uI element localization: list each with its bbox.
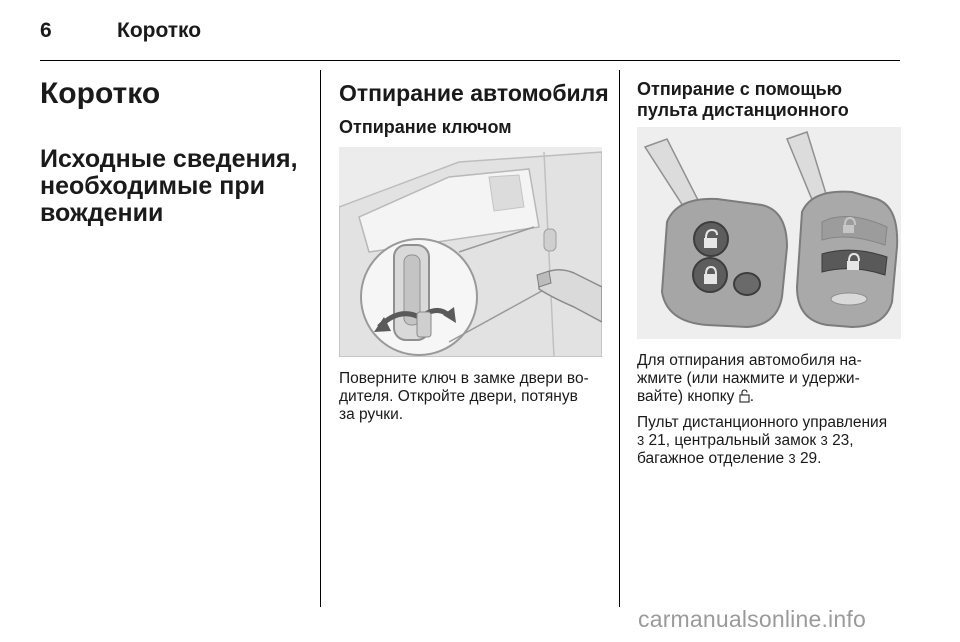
subheading-remote-unlock: Отпирание с помощью пульта дистанционного <box>637 79 849 120</box>
text-line: за ручки. <box>339 406 404 423</box>
running-header: Коротко <box>117 19 202 42</box>
illustration-key-in-door <box>339 147 602 357</box>
text-line: дителя. Откройте двери, потянув <box>339 388 578 405</box>
illustration-remote-keys <box>637 127 901 339</box>
cross-references <box>637 414 907 468</box>
text-line <box>637 388 907 408</box>
subheading-key-unlock: Отпирание ключом <box>339 117 512 137</box>
text-line <box>637 432 907 450</box>
text-fragment: вайте) кнопку <box>637 388 735 405</box>
door-key-illustration <box>339 147 602 357</box>
text-line: Поверните ключ в замке двери во- <box>339 370 589 387</box>
text-fragment: . <box>749 388 755 405</box>
header-rule <box>40 60 900 61</box>
remote-keys-illustration <box>637 127 901 339</box>
chapter-subtitle: Исходные сведения, необходимые при вождении <box>40 145 298 227</box>
text-fragment: багажное отделение <box>637 450 785 467</box>
column-divider-right <box>619 70 620 607</box>
chapter-title: Коротко <box>40 77 161 110</box>
text-line: жмите (или нажмите и удержи- <box>637 370 860 387</box>
watermark: carmanualsonline.info <box>638 606 866 632</box>
remote-unlock-instructions <box>637 352 907 408</box>
column-divider-left <box>320 70 321 607</box>
unlock-icon <box>739 389 750 408</box>
text-fragment: 21, центральный замок <box>648 432 817 449</box>
text-fragment: 23, <box>832 432 854 449</box>
text-fragment: 29. <box>799 450 822 467</box>
text-line <box>637 450 907 468</box>
key-unlock-instructions <box>339 370 604 424</box>
page-number: 6 <box>40 19 52 42</box>
section-heading-unlocking: Отпирание автомобиля <box>339 80 609 106</box>
text-line: Для отпирания автомобиля на- <box>637 352 862 369</box>
text-line: Пульт дистанционного управления <box>637 414 888 431</box>
page-reference-icon: 3 <box>637 433 645 448</box>
page-reference-icon: 3 <box>788 451 796 466</box>
page-reference-icon: 3 <box>820 433 828 448</box>
